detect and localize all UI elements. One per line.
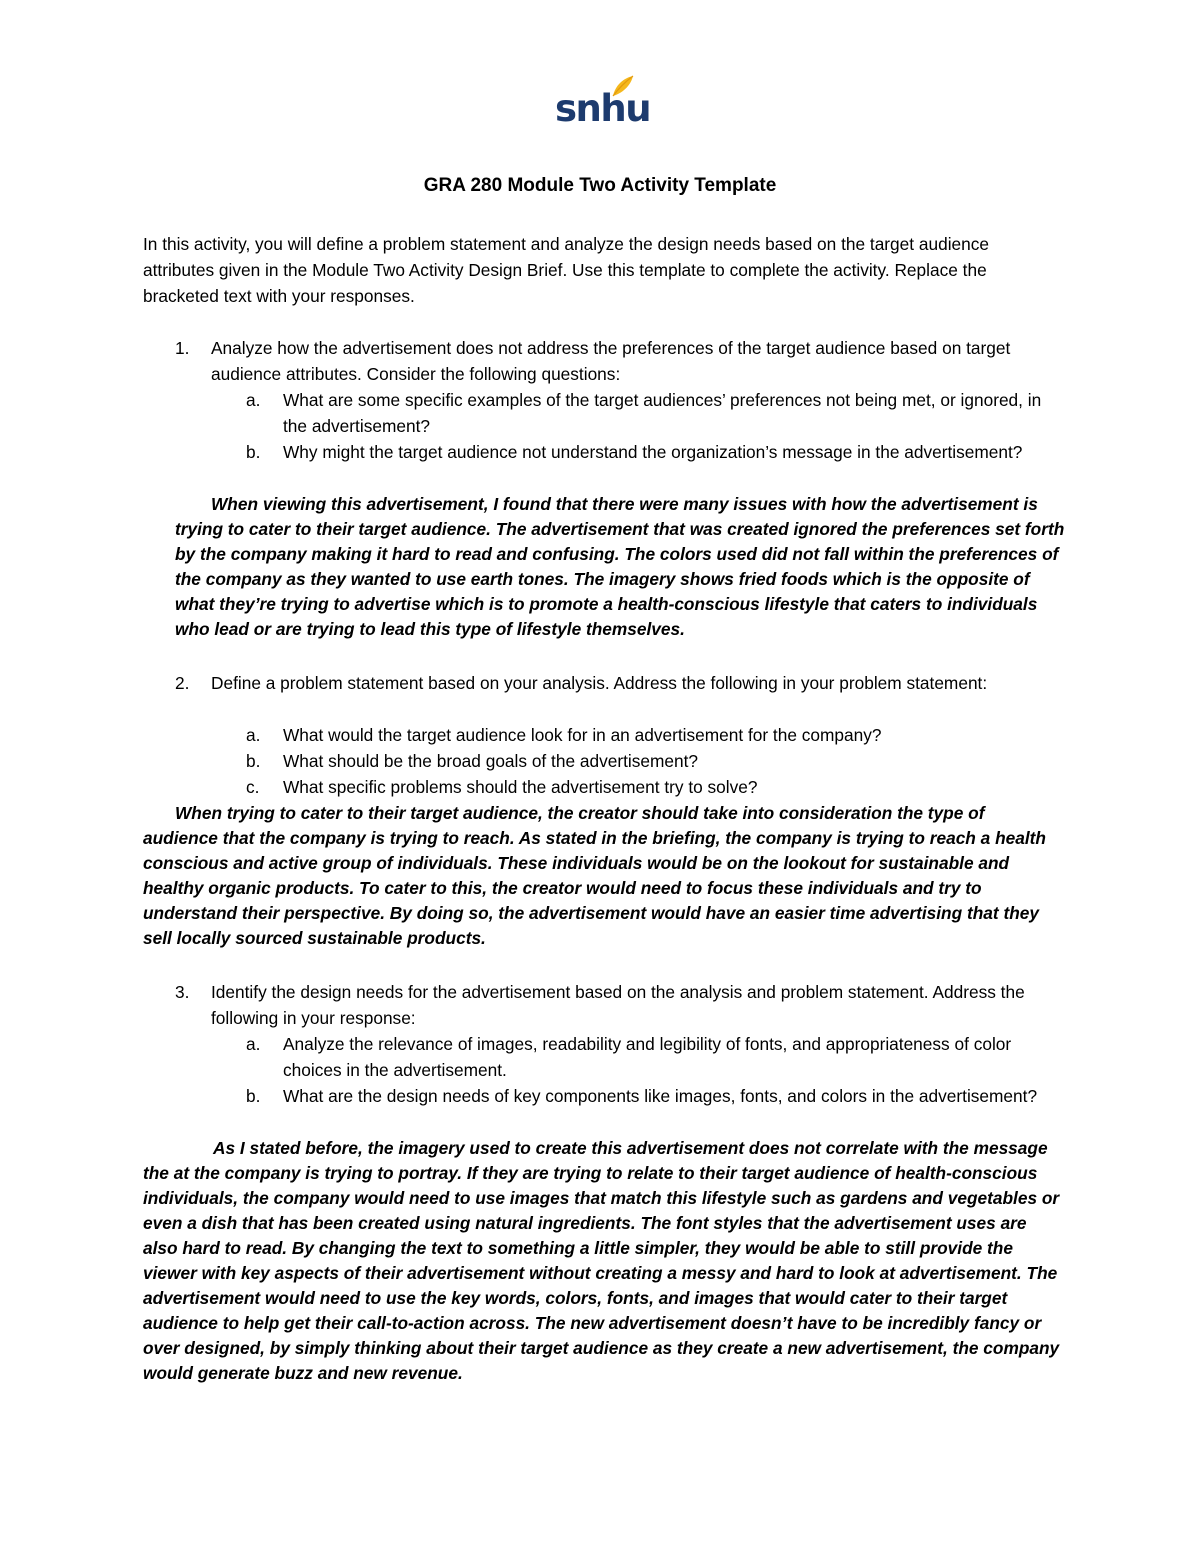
intro-paragraph: In this activity, you will define a problem statement and analyze the design needs based on the target audience attributes given in the Module Two Activity Design Brief. Use this template to complete the activity. Replace the bracketed text with your responses. bbox=[143, 234, 990, 306]
subitem-text: Analyze the relevance of images, readability and legibility of fonts, and appropriateness of color choices in the advertisement. bbox=[283, 1034, 1012, 1080]
answer-3: As I stated before, the imagery used to create this advertisement does not correlate with the message the at the company is trying to portray. If they are trying to relate to their target audience of health-conscious individuals, the company would need to use images that match this lifestyle such as gardens and vegetables or even a dish that has been created using natural ingredients. The font styles that the advertisement uses are also hard to read. By changing the text to something a little simpler, they would be able to still provide the viewer with key aspects of their advertisement without creating a messy and hard to look at advertisement. The advertisement would need to use the key words, colors, fonts, and images that would cater to their target audience to help get their call-to-action across. The new advertisement doesn’t have to be incredibly fancy or over designed, by simply thinking about their target audience as they create a new advertisement, the company would generate buzz and new revenue. bbox=[143, 1138, 1060, 1383]
answer-1: When viewing this advertisement, I found that there were many issues with how the advertisement is trying to cater to their target audience. The advertisement that was created ignored the preferences set forth by the company making it hard to read and confusing. The colors used did not fall within the preferences of the company as they wanted to use earth tones. The imagery shows fried foods which is the opposite of what they’re trying to advertise which is to promote a health-conscious lifestyle that caters to individuals who lead or are trying to lead this type of lifestyle themselves. bbox=[175, 494, 1065, 639]
question-number: 2. bbox=[175, 673, 190, 693]
question-text: Analyze how the advertisement does not address the preferences of the target audience based on target audience attributes. Consider the following questions: bbox=[211, 338, 1011, 384]
logo-wordmark: snhu bbox=[555, 87, 651, 130]
subitem-letter: b. bbox=[246, 1086, 261, 1106]
question-number: 3. bbox=[175, 982, 190, 1002]
subitem-text: What are the design needs of key components like images, fonts, and colors in the advertisement? bbox=[283, 1086, 1038, 1106]
subitem-text: Why might the target audience not understand the organization’s message in the advertisement? bbox=[283, 442, 1023, 462]
subitem-letter: a. bbox=[246, 725, 261, 745]
subitem-letter: b. bbox=[246, 751, 261, 771]
subitem-letter: c. bbox=[246, 777, 260, 797]
answer-2: When trying to cater to their target audience, the creator should take into consideration the type of audience that the company is trying to reach. As stated in the briefing, the company is trying to reach a health conscious and active group of individuals. These individuals would be on the lookout for sustainable and healthy organic products. To cater to this, the creator would need to focus these individuals and try to understand their perspective. By doing so, the advertisement would have an easier time advertising that they sell locally sourced sustainable products. bbox=[143, 803, 1046, 948]
document-title: GRA 280 Module Two Activity Template bbox=[423, 175, 777, 196]
question-text: Identify the design needs for the advertisement based on the analysis and problem statement. Address the following in your response: bbox=[211, 982, 1025, 1028]
subitem-text: What would the target audience look for in an advertisement for the company? bbox=[283, 725, 882, 745]
subitem-text: What are some specific examples of the target audiences’ preferences not being met, or ignored, in the advertisement? bbox=[283, 390, 1042, 436]
snhu-logo bbox=[555, 72, 651, 134]
question-text: Define a problem statement based on your analysis. Address the following in your problem statement: bbox=[211, 673, 988, 693]
subitem-text: What should be the broad goals of the advertisement? bbox=[283, 751, 699, 771]
subitem-letter: b. bbox=[246, 442, 261, 462]
subitem-letter: a. bbox=[246, 1034, 261, 1054]
subitem-text: What specific problems should the advertisement try to solve? bbox=[283, 777, 758, 797]
question-number: 1. bbox=[175, 338, 190, 358]
subitem-letter: a. bbox=[246, 390, 261, 410]
